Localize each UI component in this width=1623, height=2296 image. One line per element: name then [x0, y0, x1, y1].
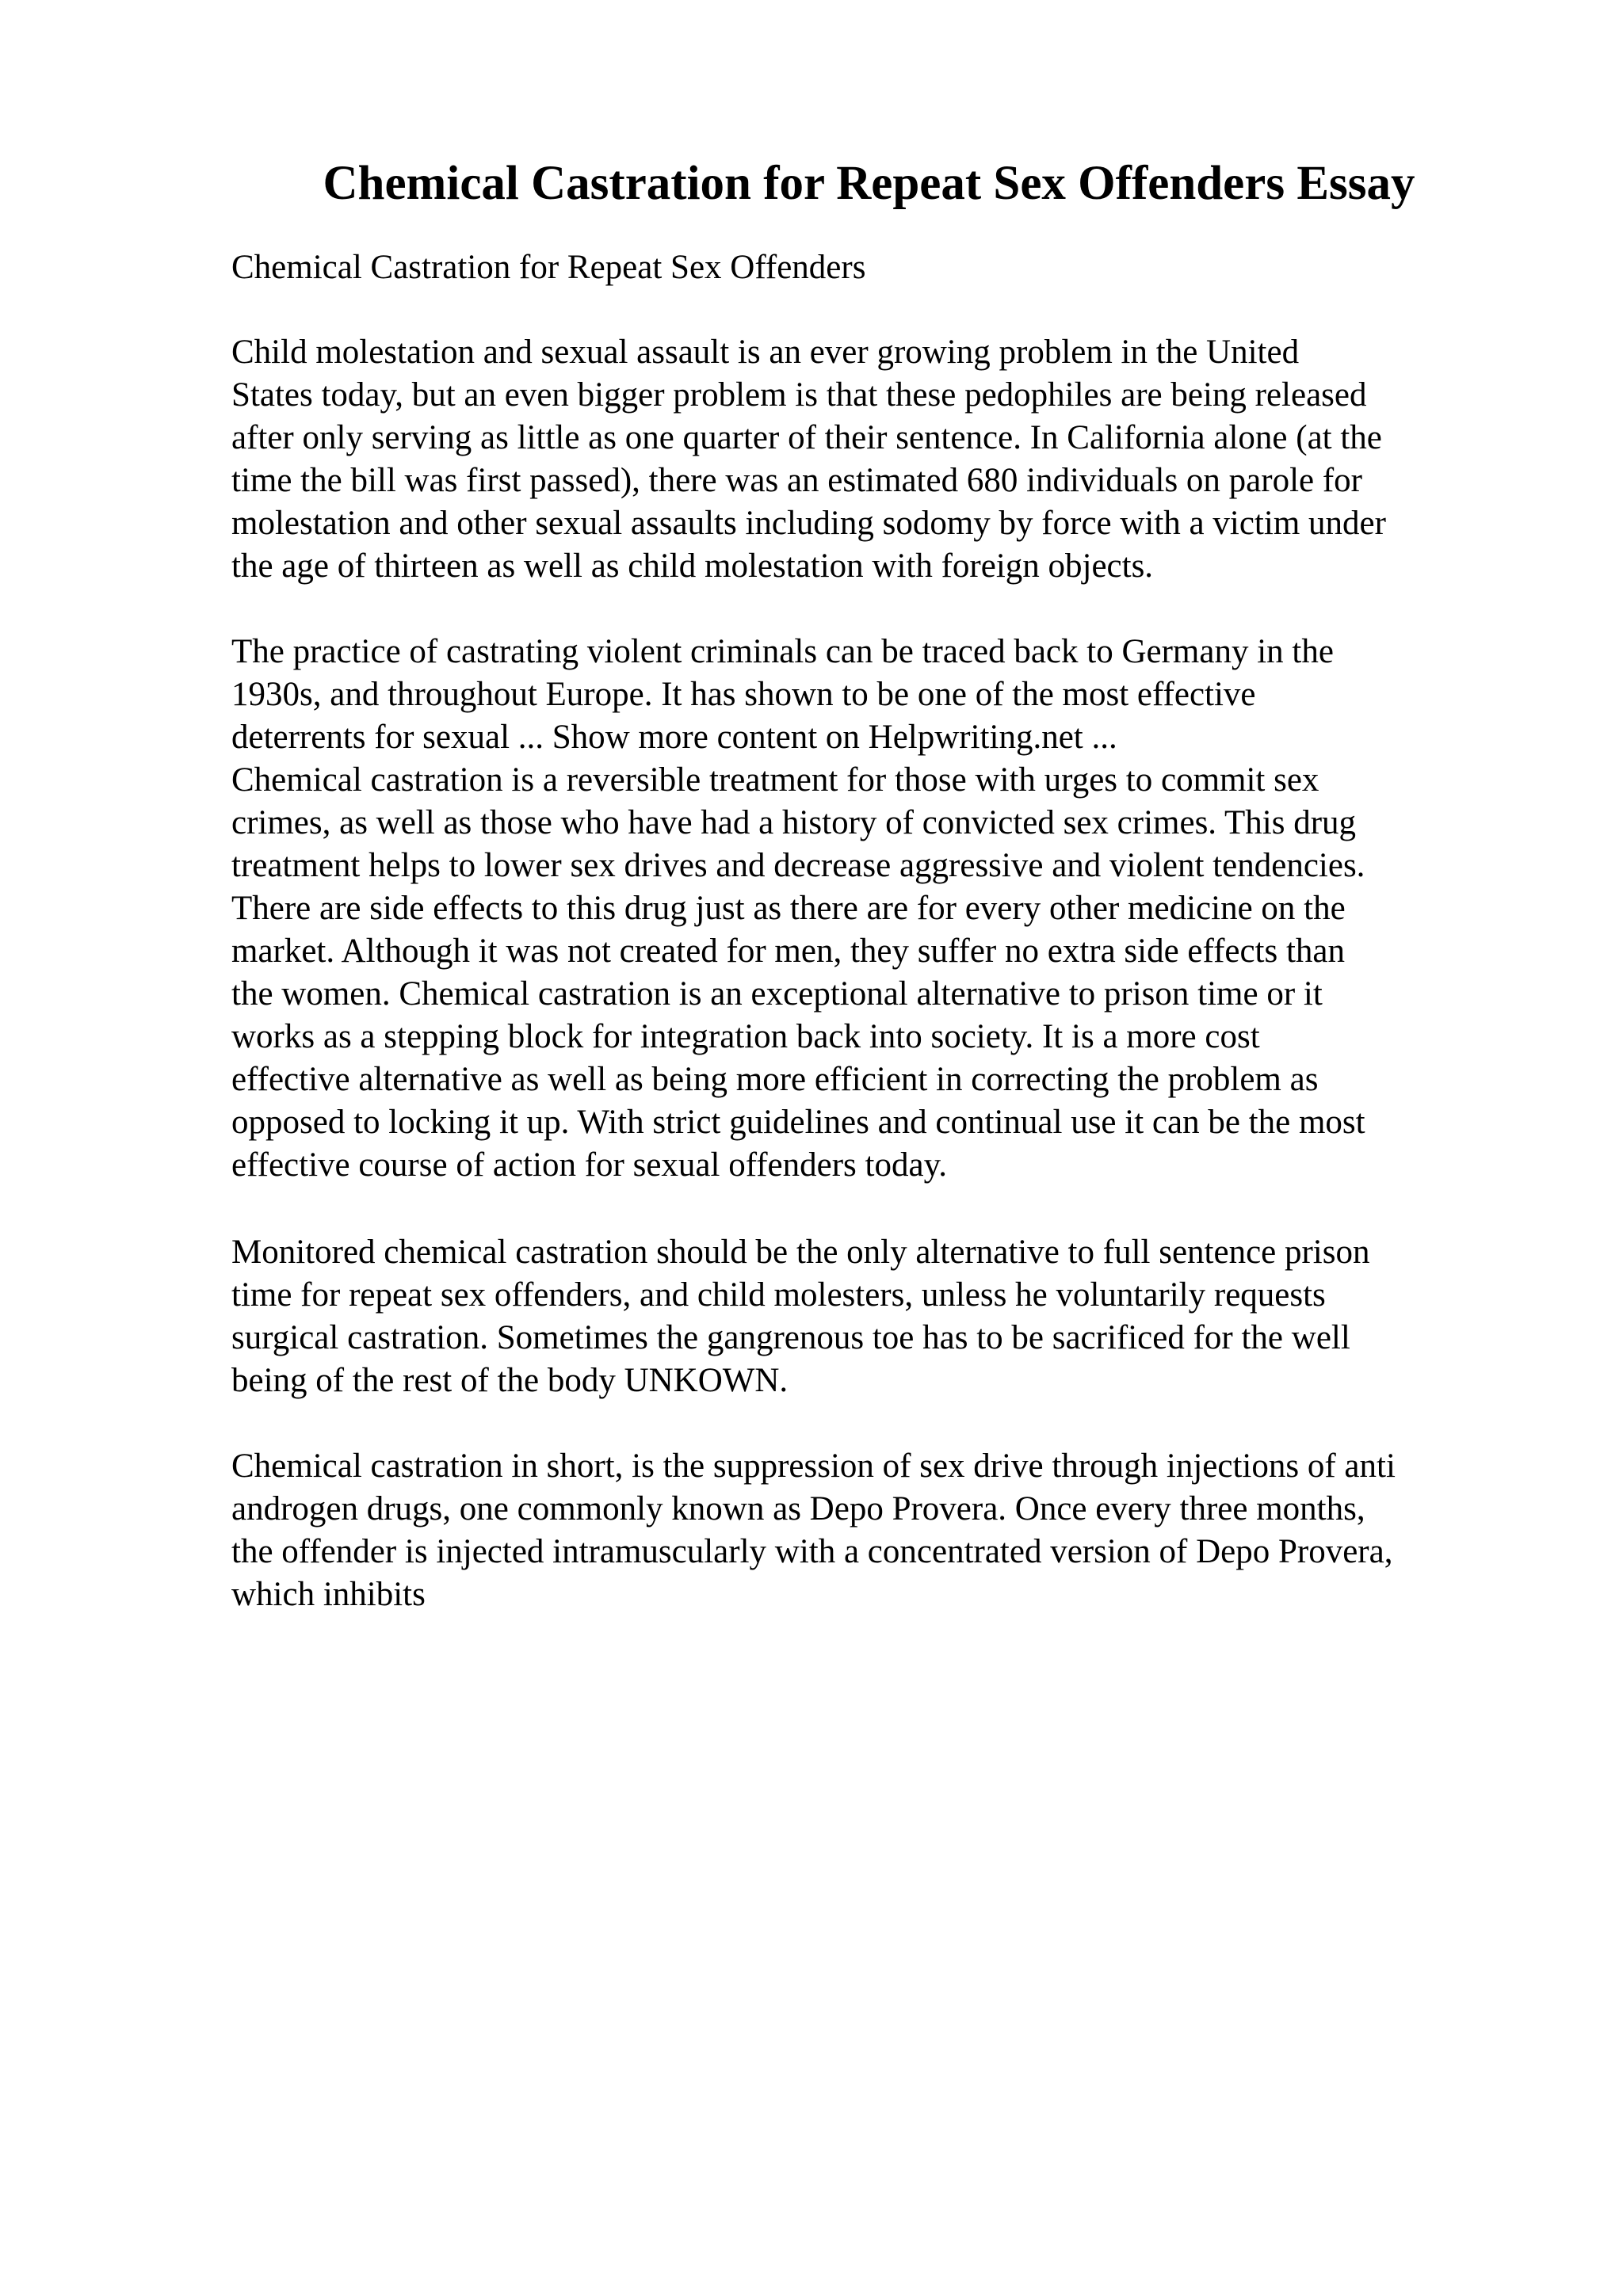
paragraph-1 [231, 331, 1515, 588]
document-title: Chemical Castration for Repeat Sex Offenders Essay [323, 157, 1415, 210]
paragraph-line: States today, but an even bigger problem is that these pedophiles are being released [231, 376, 1367, 414]
paragraph-2 [231, 631, 1515, 1187]
paragraph-line: market. Although it was not created for men, they suffer no extra side effects than [231, 933, 1346, 970]
paragraph-3 [231, 1231, 1515, 1402]
paragraph-line: opposed to locking it up. With strict guidelines and continual use it can be the most [231, 1104, 1365, 1141]
document-subtitle: Chemical Castration for Repeat Sex Offenders [231, 249, 866, 286]
paragraph-4 [231, 1445, 1515, 1616]
paragraph-line: time the bill was first passed), there was an estimated 680 individuals on parole for [231, 462, 1362, 499]
paragraph-line: deterrents for sexual ... Show more content on Helpwriting.net ... [231, 719, 1117, 756]
paragraph-line: 1930s, and throughout Europe. It has shown to be one of the most effective [231, 676, 1256, 713]
paragraph-line: Child molestation and sexual assault is an ever growing problem in the United [231, 334, 1300, 371]
paragraph-line: works as a stepping block for integration back into society. It is a more cost [231, 1018, 1260, 1055]
paragraph-line: The practice of castrating violent criminals can be traced back to Germany in the [231, 633, 1334, 670]
paragraph-line: the women. Chemical castration is an exceptional alternative to prison time or it [231, 975, 1323, 1013]
paragraph-line: which inhibits [231, 1576, 426, 1613]
paragraph-line: surgical castration. Sometimes the gangrenous toe has to be sacrificed for the well [231, 1319, 1350, 1356]
paragraph-line: effective alternative as well as being more efficient in correcting the problem as [231, 1061, 1319, 1098]
paragraph-line: molestation and other sexual assaults including sodomy by force with a victim under [231, 505, 1386, 542]
paragraph-line: after only serving as little as one quarter of their sentence. In California alone (at the [231, 419, 1382, 456]
paragraph-line: the offender is injected intramuscularly with a concentrated version of Depo Provera, [231, 1533, 1393, 1570]
paragraph-line: crimes, as well as those who have had a history of convicted sex crimes. This drug [231, 804, 1357, 841]
paragraph-line: Chemical castration is a reversible treatment for those with urges to commit sex [231, 761, 1319, 799]
paragraph-line: being of the rest of the body UNKOWN. [231, 1362, 789, 1399]
paragraph-line: There are side effects to this drug just as there are for every other medicine on the [231, 890, 1346, 927]
paragraph-line: treatment helps to lower sex drives and decrease aggressive and violent tendencies. [231, 847, 1365, 884]
paragraph-line: androgen drugs, one commonly known as Depo Provera. Once every three months, [231, 1490, 1365, 1527]
paragraph-line: time for repeat sex offenders, and child molesters, unless he voluntarily requests [231, 1276, 1326, 1314]
paragraph-line: the age of thirteen as well as child molestation with foreign objects. [231, 547, 1154, 585]
paragraph-line: effective course of action for sexual offenders today. [231, 1146, 948, 1184]
paragraph-line: Monitored chemical castration should be the only alternative to full sentence prison [231, 1234, 1370, 1271]
paragraph-line: Chemical castration in short, is the suppression of sex drive through injections of anti [231, 1447, 1396, 1485]
